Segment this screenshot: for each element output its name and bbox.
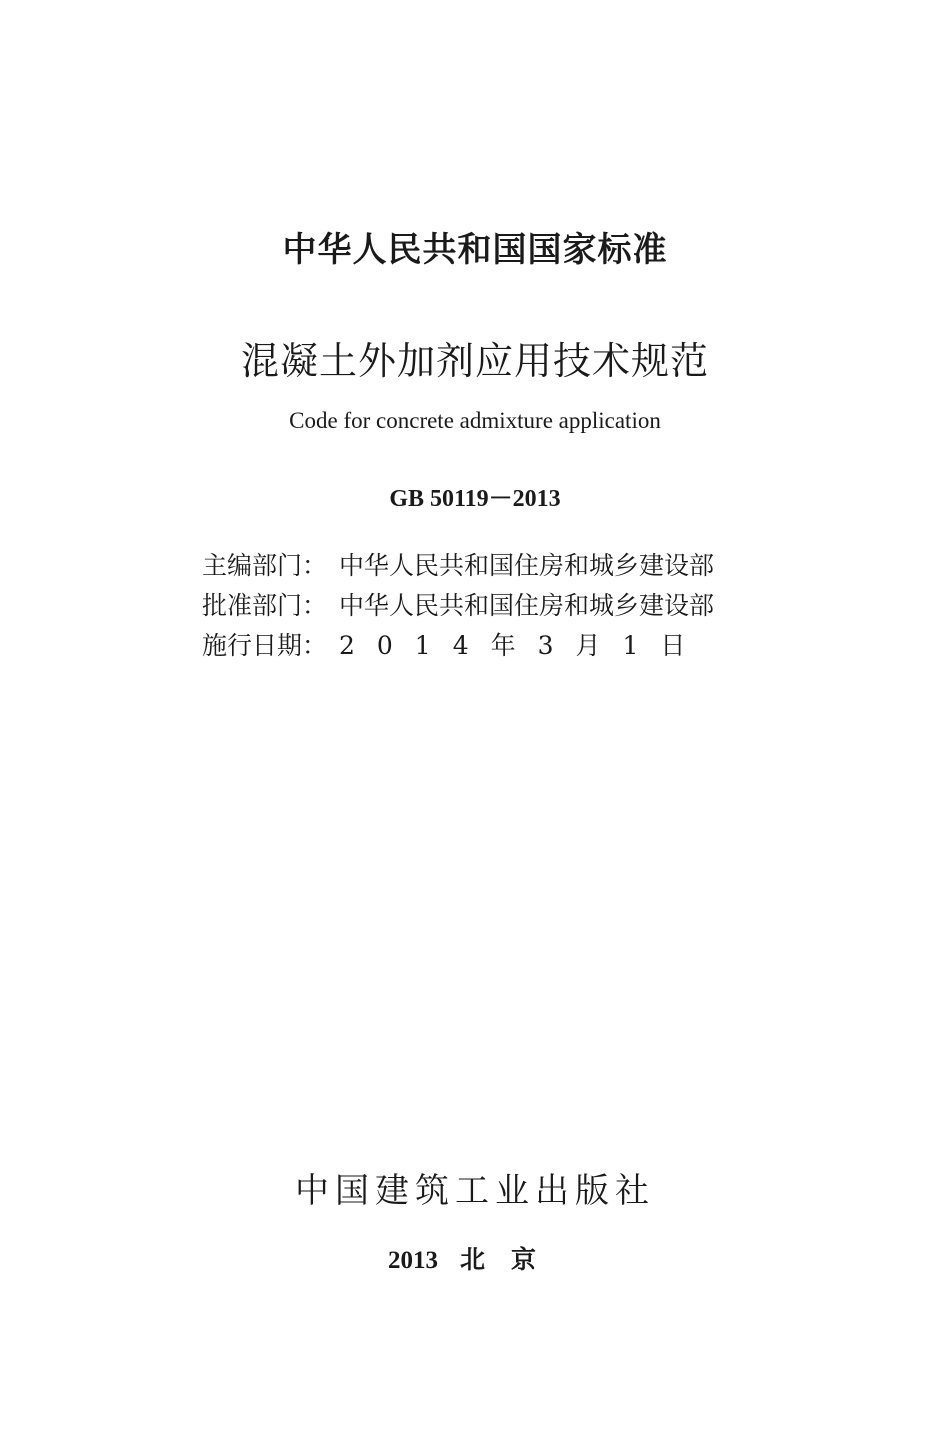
editor-value: 中华人民共和国住房和城乡建设部 — [339, 551, 715, 580]
approver-row — [202, 586, 714, 626]
editor-row — [202, 546, 714, 586]
effective-date-value: 2014年3月1日 — [339, 631, 708, 660]
title-english: Code for concrete admixture application — [289, 408, 661, 433]
publication-place-year — [0, 1240, 950, 1276]
standard-code-number: GB 50119－2013 — [389, 486, 561, 512]
effective-date-row — [202, 626, 714, 666]
editor-label: 主编部门： — [202, 551, 328, 580]
effective-date-label: 施行日期： — [202, 631, 328, 660]
publisher-name: 中国建筑工业出版社 — [295, 1171, 655, 1211]
approver-value: 中华人民共和国住房和城乡建设部 — [339, 591, 715, 620]
title-chinese: 混凝土外加剂应用技术规范 — [240, 339, 709, 383]
publication-city: 北京 — [459, 1245, 562, 1274]
standard-type-heading: 中华人民共和国国家标准 — [282, 230, 668, 270]
publication-info — [202, 546, 714, 666]
approver-label: 批准部门： — [202, 591, 328, 620]
publication-year: 2013 — [387, 1247, 438, 1274]
